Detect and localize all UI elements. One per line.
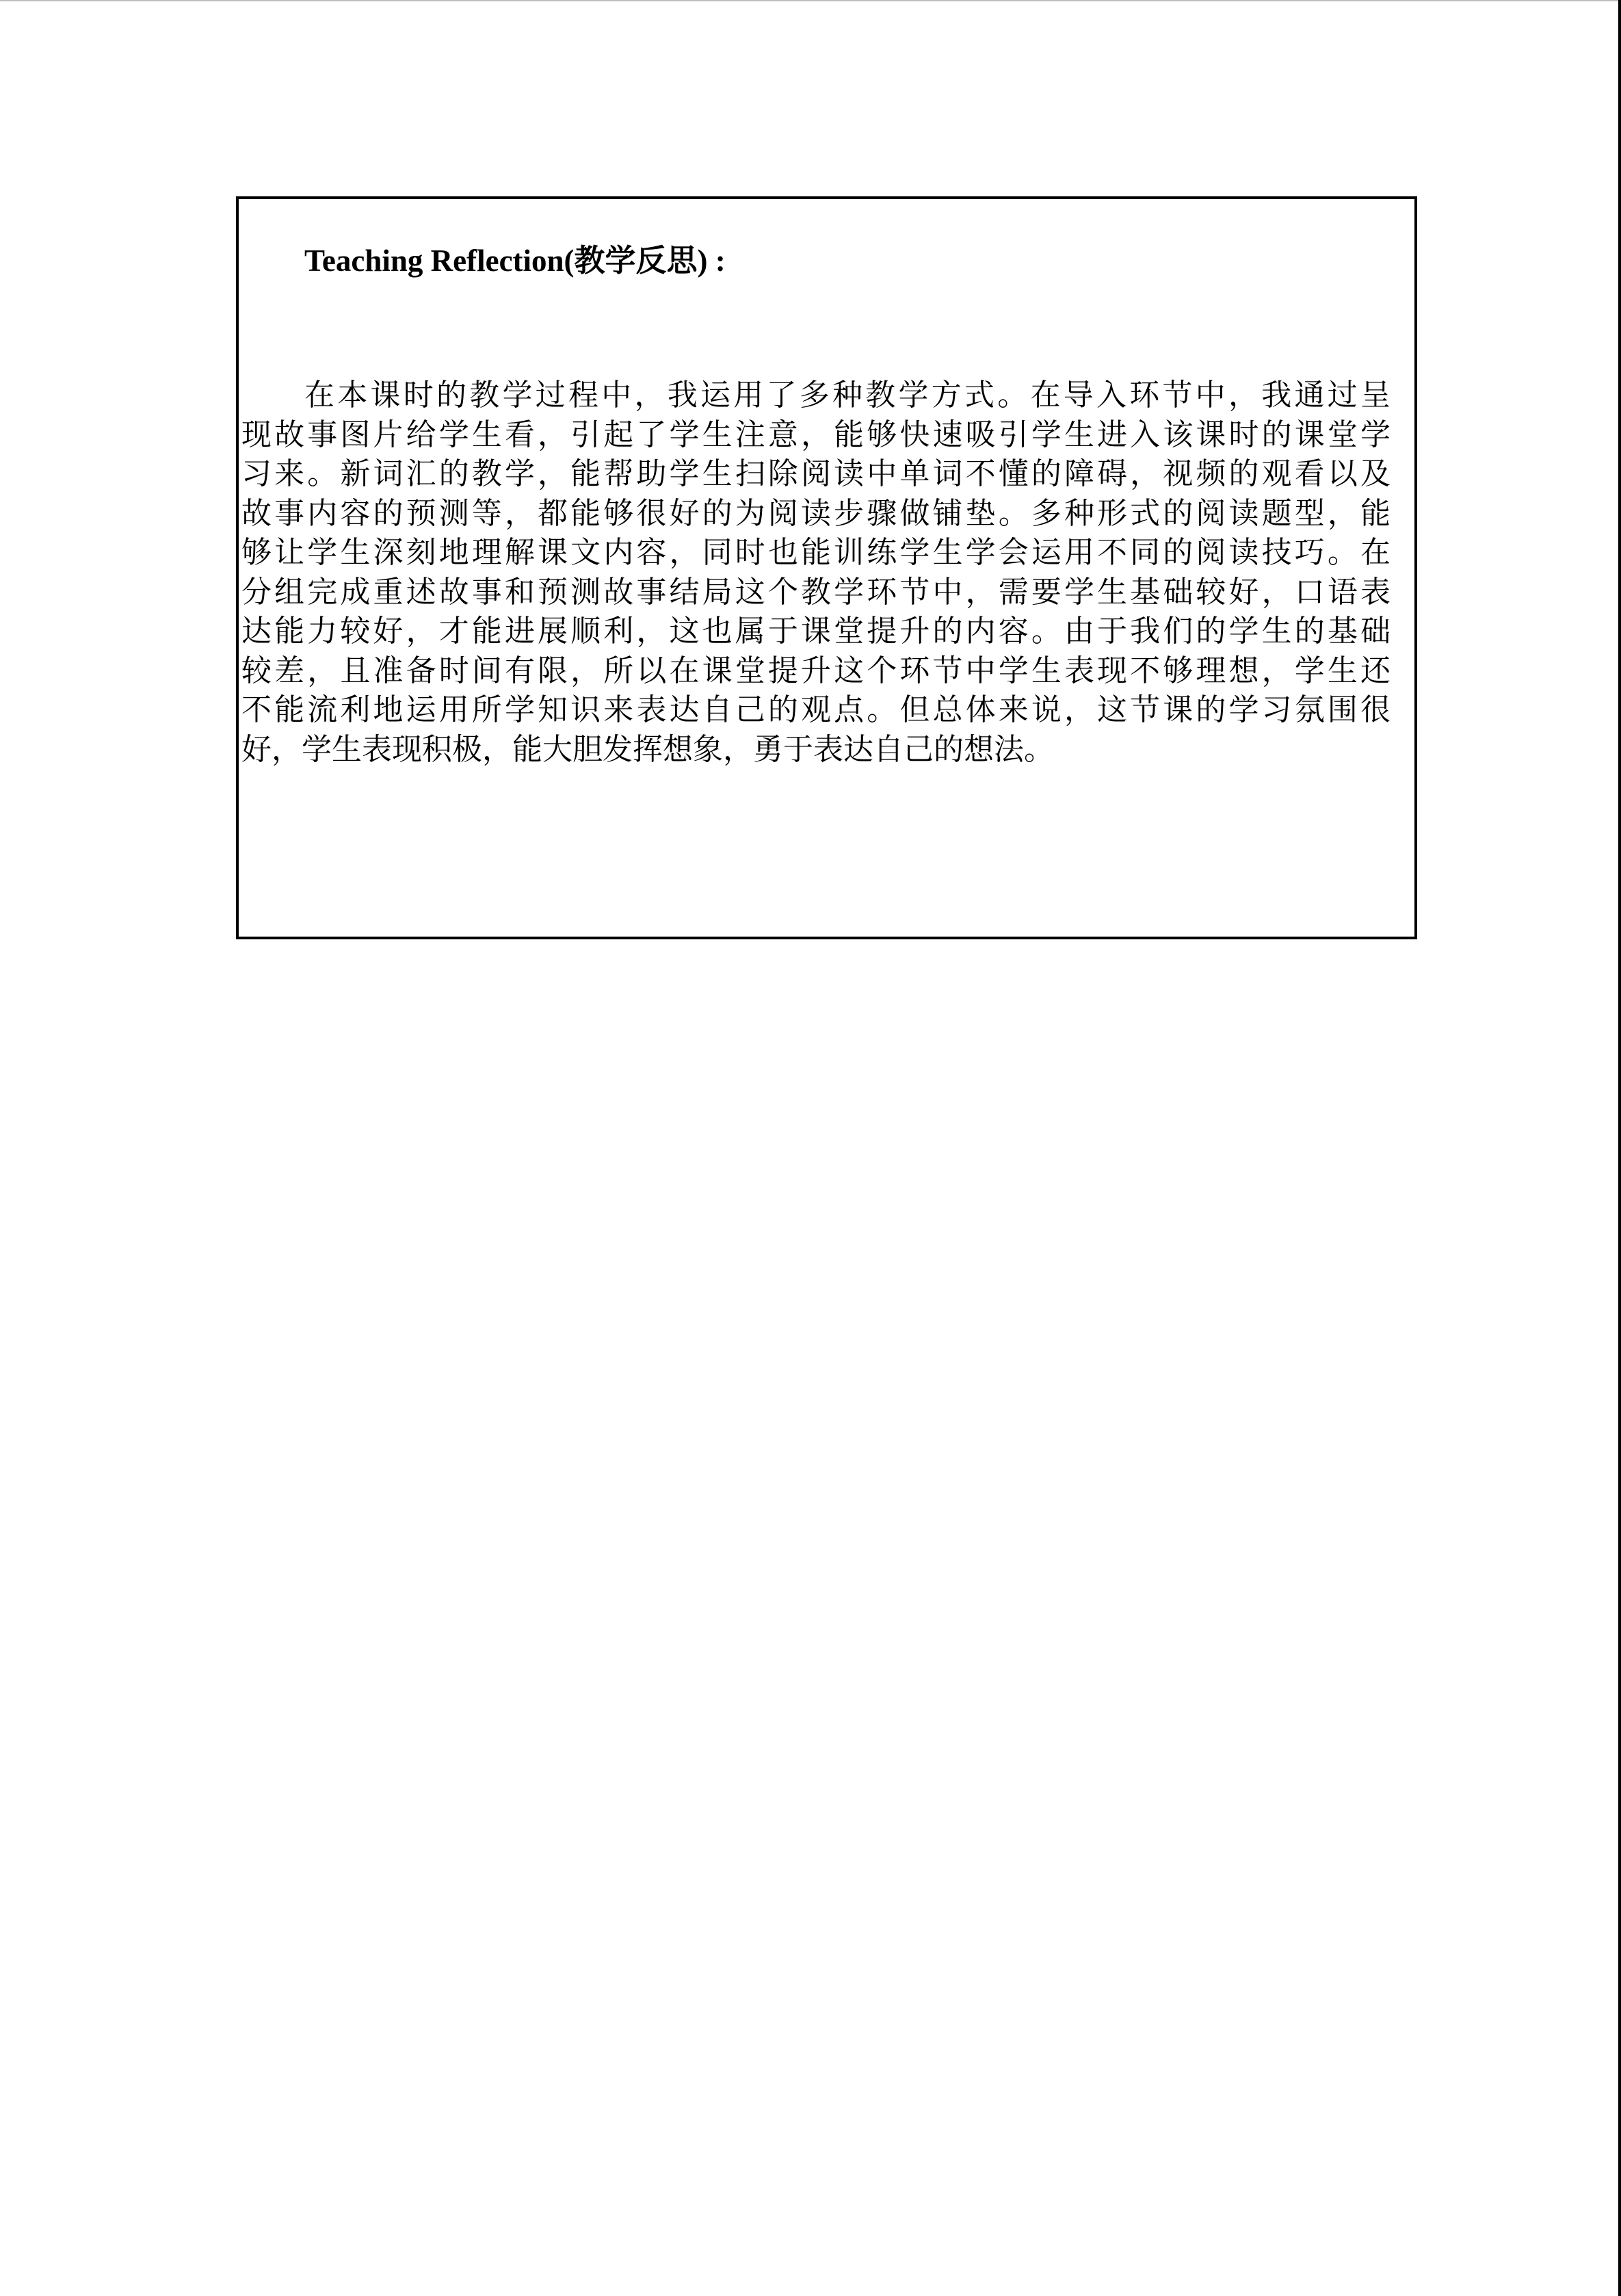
reflection-paragraph: [241, 376, 1391, 769]
reflection-heading: Teaching Reflection(教学反思) :: [304, 244, 726, 278]
paragraph-line: 分组完成重述故事和预测故事结局这个教学环节中，需要学生基础较好，口语表: [241, 574, 1391, 610]
paragraph-line: 习来。新词汇的教学，能帮助学生扫除阅读中单词不懂的障碍，视频的观看以及: [241, 456, 1391, 491]
teaching-reflection-box: [236, 196, 1417, 939]
paragraph-line: 达能力较好，才能进展顺利，这也属于课堂提升的内容。由于我们的学生的基础: [241, 614, 1391, 649]
page-right-edge: [1618, 0, 1621, 2296]
paragraph-line: 在本课时的教学过程中，我运用了多种教学方式。在导入环节中，我通过呈: [304, 378, 1391, 413]
paragraph-line: 较差，且准备时间有限，所以在课堂提升这个环节中学生表现不够理想，学生还: [241, 653, 1391, 688]
page-top-edge: [0, 0, 1621, 1]
paragraph-line: 不能流利地运用所学知识来表达自己的观点。但总体来说，这节课的学习氛围很: [241, 692, 1391, 727]
paragraph-line: 够让学生深刻地理解课文内容，同时也能训练学生学会运用不同的阅读技巧。在: [241, 535, 1391, 570]
paragraph-line: 故事内容的预测等，都能够很好的为阅读步骤做铺垫。多种形式的阅读题型，能: [241, 495, 1391, 531]
paragraph-line: 好，学生表现积极，能大胆发挥想象，勇于表达自己的想法。: [241, 731, 1054, 767]
paragraph-line: 现故事图片给学生看，引起了学生注意，能够快速吸引学生进入该课时的课堂学: [241, 417, 1391, 452]
